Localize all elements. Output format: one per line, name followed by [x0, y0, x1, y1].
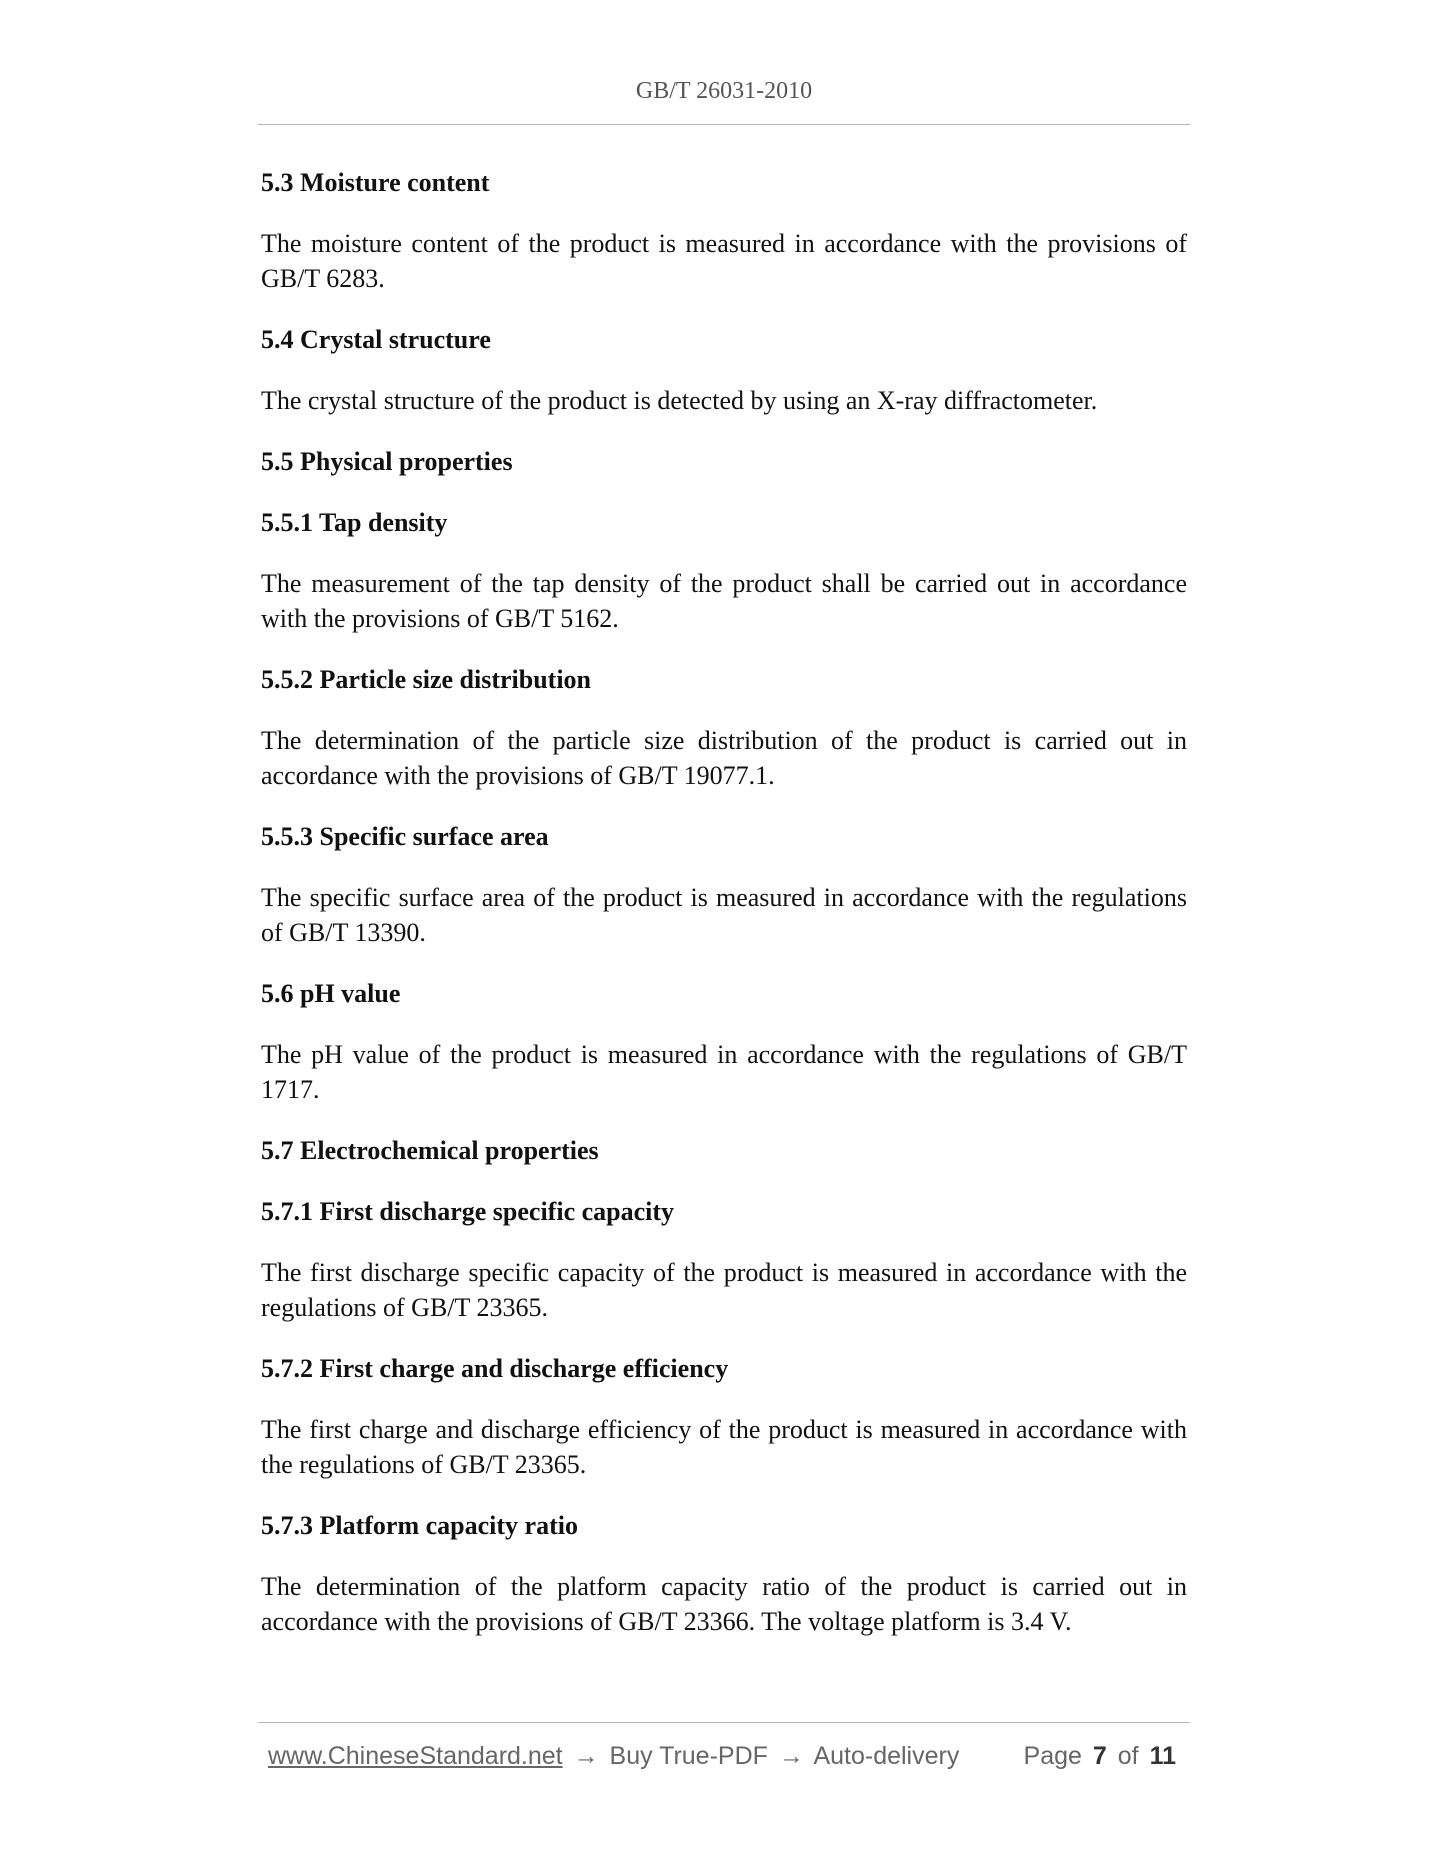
footer-links — [268, 1742, 959, 1771]
section-5-5-2 — [261, 662, 1187, 793]
site-link[interactable]: www.ChineseStandard.net — [268, 1742, 563, 1770]
section-heading: 5.6 pH value — [261, 979, 401, 1008]
section-paragraph: The determination of the particle size distribution of the product is carried out in accordance with the provisions of GB/T 19077.1. — [261, 726, 1187, 790]
section-5-7-1 — [261, 1194, 1187, 1325]
right-arrow-icon: → — [573, 1742, 599, 1770]
section-paragraph: The moisture content of the product is measured in accordance with the provisions of GB/T 6283. — [261, 229, 1187, 293]
page-header: GB/T 26031-2010 — [635, 78, 813, 104]
section-paragraph: The determination of the platform capacity ratio of the product is carried out in accordance with the provisions of GB/T 23366. The voltage platform is 3.4 V. — [261, 1572, 1187, 1636]
section-heading: 5.5.1 Tap density — [261, 508, 448, 537]
section-paragraph: The first discharge specific capacity of the product is measured in accordance with the regulations of GB/T 23365. — [261, 1258, 1187, 1322]
page-footer — [268, 1742, 1180, 1778]
section-5-5 — [261, 444, 1187, 479]
document-body — [261, 165, 1187, 1665]
section-paragraph: The measurement of the tap density of the product shall be carried out in accordance with the provisions of GB/T 5162. — [261, 569, 1187, 633]
section-5-5-1 — [261, 505, 1187, 636]
of-label: of — [1117, 1742, 1139, 1770]
section-heading: 5.4 Crystal structure — [261, 325, 491, 354]
section-5-7-3 — [261, 1508, 1187, 1639]
header-divider — [258, 124, 1190, 125]
section-5-6 — [261, 976, 1187, 1107]
section-5-3 — [261, 165, 1187, 296]
footer-divider — [258, 1722, 1190, 1723]
section-paragraph: The first charge and discharge efficiency of the product is measured in accordance with the regulations of GB/T 23365. — [261, 1415, 1187, 1479]
section-heading: 5.5.3 Specific surface area — [261, 822, 549, 851]
section-paragraph: The crystal structure of the product is detected by using an X-ray diffractometer. — [261, 386, 1098, 415]
section-paragraph: The specific surface area of the product is measured in accordance with the regulations of GB/T 13390. — [261, 883, 1187, 947]
section-5-7 — [261, 1133, 1187, 1168]
page-number — [1024, 1742, 1180, 1771]
section-5-4 — [261, 322, 1187, 418]
section-5-7-2 — [261, 1351, 1187, 1482]
section-heading: 5.7.1 First discharge specific capacity — [261, 1197, 675, 1226]
section-heading: 5.7 Electrochemical properties — [261, 1136, 599, 1165]
section-heading: 5.5 Physical properties — [261, 447, 513, 476]
right-arrow-icon: → — [778, 1742, 804, 1770]
page-label: Page — [1023, 1742, 1082, 1770]
auto-delivery-text: Auto-delivery — [813, 1742, 960, 1770]
section-paragraph: The pH value of the product is measured in accordance with the regulations of GB/T 1717. — [261, 1040, 1187, 1104]
current-page: 7 — [1092, 1742, 1107, 1770]
section-heading: 5.3 Moisture content — [261, 168, 490, 197]
total-pages: 11 — [1149, 1742, 1176, 1770]
buy-pdf-text: Buy True-PDF — [609, 1742, 768, 1770]
section-heading: 5.7.3 Platform capacity ratio — [261, 1511, 578, 1540]
section-heading: 5.5.2 Particle size distribution — [261, 665, 592, 694]
section-5-5-3 — [261, 819, 1187, 950]
section-heading: 5.7.2 First charge and discharge efficiency — [261, 1354, 729, 1383]
